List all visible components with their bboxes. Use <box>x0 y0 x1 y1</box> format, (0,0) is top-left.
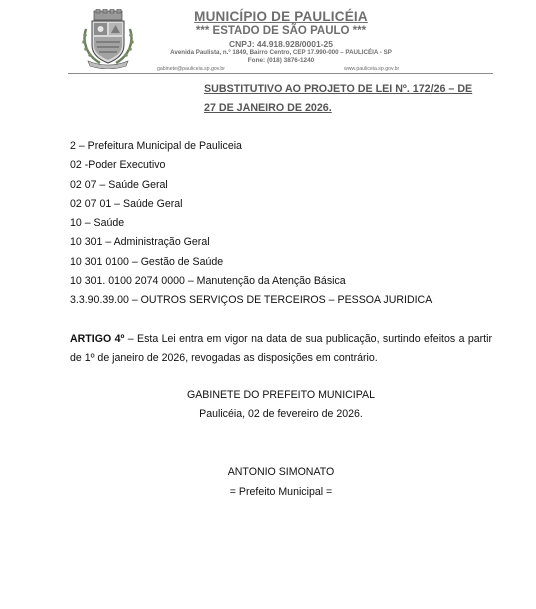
allocation-line: 02 07 01 – Saúde Geral <box>70 197 183 210</box>
signatory-title: = Prefeito Municipal = <box>229 486 333 498</box>
allocation-line: 10 301 0100 – Gestão de Saúde <box>70 255 224 268</box>
budget-allocation-list <box>70 137 432 311</box>
phone-line: Fone: (018) 3876-1240 <box>247 57 315 64</box>
allocation-line: 02 -Poder Executivo <box>70 159 166 172</box>
article-text: – Esta Lei entra em vigor na data de sua publicação, surtindo efeitos a partir de 1º de janeiro de 2026, revogadas as disposições em contrário. <box>70 333 492 364</box>
allocation-line: 2 – Prefeitura Municipal de Pauliceia <box>70 140 242 152</box>
municipality-title: MUNICÍPIO DE PAULICÉIA <box>194 9 368 24</box>
article-label: ARTIGO 4º <box>70 333 125 345</box>
office-name: GABINETE DO PREFEITO MUNICIPAL <box>187 389 375 401</box>
address-line: Avenida Paulista, n.º 1849, Bairro Centro, CEP 17.990-000 – PAULICÉIA - SP <box>170 49 392 56</box>
state-line: *** ESTADO DE SÃO PAULO *** <box>195 25 367 37</box>
cnpj-line: CNPJ: 44.918.928/0001-25 <box>229 39 333 49</box>
document-subject <box>204 80 494 117</box>
subject-line-2: 27 DE JANEIRO DE 2026. <box>204 101 332 114</box>
allocation-line: 10 301. 0100 2074 0000 – Manutenção da Atenção Básica <box>70 275 346 288</box>
website-link[interactable]: www.pauliceia.sp.gov.br <box>344 66 400 72</box>
subject-line-1: SUBSTITUTIVO AO PROJETO DE LEI Nº. 172/26 – DE <box>204 83 473 95</box>
letterhead-divider <box>68 73 493 74</box>
allocation-line: 10 – Saúde <box>70 217 125 230</box>
place-date: Paulicéia, 02 de fevereiro de 2026. <box>199 408 363 420</box>
signatory-name: ANTONIO SIMONATO <box>227 466 335 478</box>
coat-of-arms-icon <box>80 9 136 69</box>
email-link[interactable]: gabinete@pauliceia.sp.gov.br <box>157 66 226 72</box>
allocation-line: 10 301 – Administração Geral <box>70 236 210 249</box>
allocation-line: 02 07 – Saúde Geral <box>70 178 168 191</box>
allocation-line: 3.3.90.39.00 – OUTROS SERVIÇOS DE TERCEIROS – PESSOA JURIDICA <box>70 294 433 307</box>
article-4 <box>70 330 492 367</box>
